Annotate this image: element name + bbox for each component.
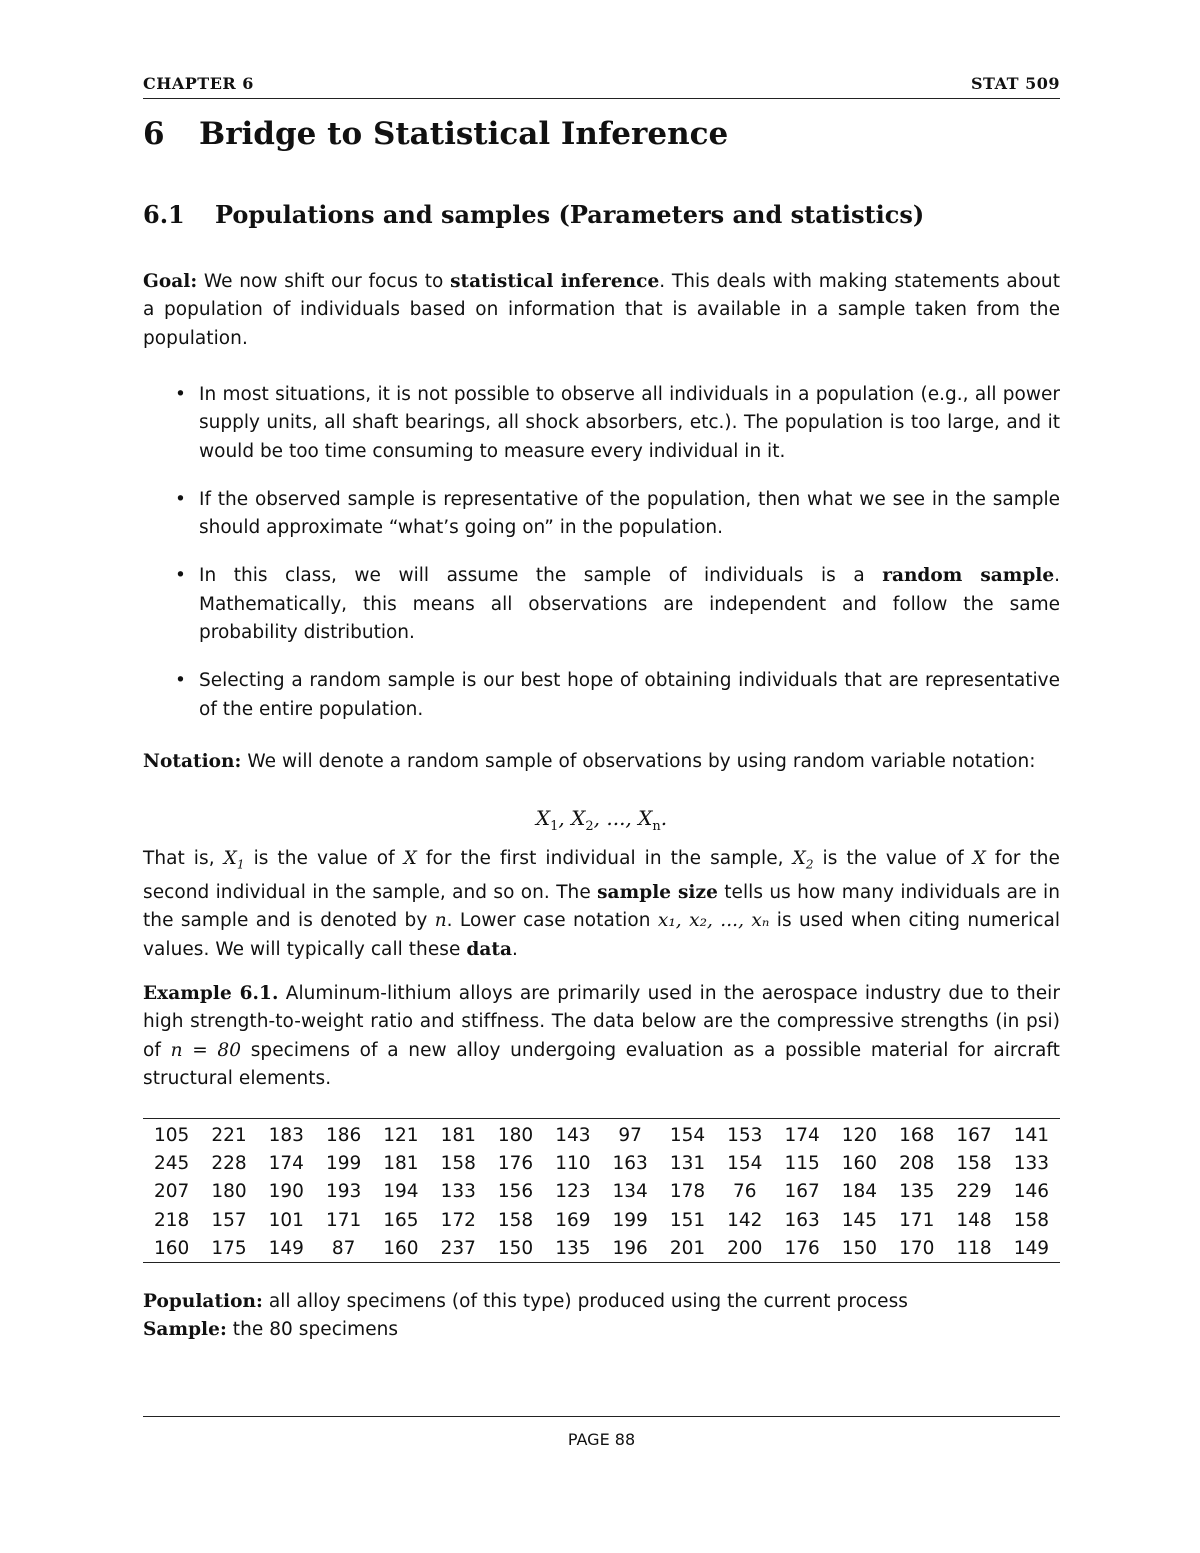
table-cell: 194 — [383, 1181, 419, 1203]
table-cell: 105 — [154, 1124, 190, 1146]
chapter-number: 6 — [143, 116, 165, 152]
section-title-text: Populations and samples (Parameters and statistics) — [215, 200, 925, 229]
table-cell: 150 — [497, 1237, 534, 1259]
sample-text: the 80 specimens — [232, 1319, 399, 1341]
bullet-text: If the observed sample is representative of the population, then what we see in the sample should approximate “what’s going on” in the population. — [199, 488, 1060, 539]
running-header — [143, 74, 1060, 99]
list-item — [143, 667, 1060, 724]
table-cell: 228 — [211, 1152, 247, 1174]
table-cell: 171 — [325, 1209, 362, 1231]
table-cell: 156 — [497, 1181, 534, 1203]
table-cell: 151 — [669, 1209, 706, 1231]
section-number: 6.1 — [143, 200, 185, 229]
goal-bold: statistical inference — [450, 271, 660, 292]
table-cell: 157 — [211, 1209, 247, 1231]
example-text-before: Aluminum-lithium alloys are primarily used in the aerospace industry due to their high strength-to-weight ratio and stiffness. The data below are the compressive strengths (in psi) of — [143, 983, 1060, 1061]
table-cell: 170 — [899, 1237, 935, 1259]
table-cell: 176 — [497, 1152, 534, 1174]
section-title — [143, 200, 924, 229]
chapter-title-text: Bridge to Statistical Inference — [199, 116, 729, 152]
table-cell: 208 — [899, 1152, 935, 1174]
table-cell: 174 — [784, 1124, 820, 1146]
table-cell: 196 — [612, 1237, 648, 1259]
table-cell: 153 — [727, 1124, 763, 1146]
table-cell: 143 — [555, 1124, 591, 1146]
notation-paragraph — [143, 748, 1060, 776]
chapter-title — [143, 116, 728, 152]
table-cell: 175 — [211, 1237, 247, 1259]
table-cell: 110 — [555, 1152, 591, 1174]
table-cell: 181 — [440, 1124, 476, 1146]
bullet-bold: random sample — [882, 565, 1055, 587]
table-cell: 142 — [727, 1209, 763, 1231]
header-course: STAT 509 — [971, 74, 1060, 93]
table-cell: 123 — [555, 1181, 591, 1203]
table-cell: 145 — [841, 1209, 878, 1231]
table-cell: 118 — [956, 1237, 992, 1259]
notation-explanation: That is, $X_1$ is the value of X for the first individual in the sample, $X_2$ is the value of X for the second individual in the sample, and so on. The sample size tells us how many individuals are in the sample and is denoted by n. Lower case notation x₁, x₂, ..., xₙ is used when citing numerical values. We will typically call these data. — [143, 848, 1061, 960]
table-cell: 171 — [899, 1209, 935, 1231]
list-item — [143, 486, 1060, 543]
table-cell: 190 — [268, 1181, 304, 1203]
table-cell: 167 — [956, 1124, 992, 1146]
sample-label: Sample: — [143, 1319, 227, 1341]
table-cell: 163 — [612, 1152, 648, 1174]
example-paragraph — [143, 980, 1060, 1093]
data-term: data — [466, 938, 512, 960]
table-cell: 97 — [618, 1124, 642, 1146]
page-number: PAGE 88 — [567, 1430, 636, 1449]
table-cell: 167 — [784, 1181, 820, 1203]
table-cell: 169 — [555, 1209, 591, 1231]
bullet-text: In most situations, it is not possible to observe all individuals in a population (e.g., all power supply units, all shaft bearings, all shock absorbers, etc.). The population is too large, and it would be too time consuming to measure every individual in it. — [199, 384, 1060, 462]
bullet-list — [143, 381, 1060, 724]
footer-rule — [143, 1416, 1060, 1417]
population-text: all alloy specimens (of this type) produced using the current process — [268, 1291, 908, 1312]
table-cell: 199 — [325, 1152, 362, 1174]
table-cell: 133 — [440, 1181, 476, 1203]
table-cell: 131 — [669, 1152, 706, 1174]
table-cell: 183 — [268, 1124, 304, 1146]
table-cell: 154 — [669, 1124, 706, 1146]
table-cell: 201 — [669, 1237, 706, 1259]
table-cell: 149 — [1013, 1237, 1049, 1259]
compressive-strength-table — [143, 1118, 1060, 1263]
table-row — [143, 1178, 1060, 1206]
table-cell: 176 — [784, 1237, 820, 1259]
sample-size-equation: n = 80 — [170, 1039, 242, 1061]
population-sample-definitions — [143, 1288, 1060, 1345]
table-row — [143, 1119, 1060, 1150]
example-label: Example 6.1. — [143, 983, 279, 1004]
table-cell: 133 — [1013, 1152, 1049, 1174]
table-cell: 160 — [841, 1152, 878, 1174]
table-cell: 149 — [268, 1237, 304, 1259]
goal-text-before: We now shift our focus to — [203, 271, 444, 292]
bullet-text-before: In this class, we will assume the sample of individuals is a — [199, 565, 865, 587]
table-cell: 76 — [733, 1181, 757, 1203]
table-cell: 237 — [440, 1237, 476, 1259]
table-cell: 141 — [1013, 1124, 1049, 1146]
bullet-text-after: . Mathematically, this means all observations are independent and follow the same probability distribution. — [199, 565, 1060, 644]
table-cell: 168 — [899, 1124, 935, 1146]
bullet-icon: • — [175, 384, 186, 405]
example-text-after: specimens of a new alloy undergoing evaluation as a possible material for aircraft structural elements. — [143, 1039, 1060, 1089]
table-cell: 184 — [841, 1181, 878, 1203]
table-cell: 150 — [841, 1237, 878, 1259]
table-cell: 207 — [154, 1181, 190, 1203]
bullet-icon: • — [175, 488, 186, 510]
list-item — [143, 381, 1060, 466]
table-cell: 158 — [1013, 1209, 1049, 1231]
goal-text-after: . This deals with making statements about a population of individuals based on information that is available in a sample taken from the population. — [143, 271, 1061, 349]
notation-label: Notation: — [143, 751, 242, 772]
table-cell: 163 — [784, 1209, 820, 1231]
table-cell: 180 — [497, 1124, 534, 1146]
table-cell: 160 — [383, 1237, 419, 1259]
table-cell: 158 — [440, 1152, 476, 1174]
table-cell: 154 — [727, 1152, 763, 1174]
table-cell: 218 — [154, 1209, 190, 1231]
bullet-text: Selecting a random sample is our best hope of obtaining individuals that are representative of the entire population. — [199, 670, 1060, 720]
goal-paragraph — [143, 268, 1060, 353]
table-cell: 121 — [383, 1124, 419, 1146]
table-cell: 160 — [154, 1237, 190, 1259]
header-chapter: CHAPTER 6 — [143, 74, 254, 93]
table-cell: 181 — [383, 1152, 419, 1174]
table-cell: 101 — [268, 1209, 304, 1231]
goal-label: Goal: — [143, 271, 198, 292]
table-cell: 172 — [440, 1209, 476, 1231]
table-cell: 199 — [612, 1209, 648, 1231]
notation-text: We will denote a random sample of observations by using random variable notation: — [247, 751, 1036, 772]
table-cell: 134 — [612, 1181, 648, 1203]
table-row — [143, 1149, 1060, 1177]
bullet-icon: • — [175, 670, 186, 692]
table-cell: 135 — [555, 1237, 591, 1259]
table-row — [143, 1234, 1060, 1263]
table-cell: 178 — [669, 1181, 706, 1203]
table-cell: 158 — [956, 1152, 992, 1174]
table-cell: 193 — [325, 1181, 362, 1203]
table-cell: 148 — [956, 1209, 992, 1231]
population-label: Population: — [143, 1291, 263, 1312]
table-row — [143, 1206, 1060, 1234]
bullet-icon: • — [175, 565, 186, 587]
table-cell: 158 — [497, 1209, 534, 1231]
table-cell: 146 — [1013, 1181, 1049, 1203]
table-cell: 120 — [841, 1124, 878, 1146]
table-cell: 115 — [784, 1152, 820, 1174]
table-cell: 186 — [325, 1124, 362, 1146]
list-item — [143, 562, 1060, 647]
table-cell: 229 — [956, 1181, 992, 1203]
table-cell: 245 — [154, 1152, 190, 1174]
table-cell: 221 — [211, 1124, 247, 1146]
table-cell: 200 — [727, 1237, 763, 1259]
table-cell: 180 — [211, 1181, 247, 1203]
sample-size-term: sample size — [597, 881, 718, 903]
table-cell: 135 — [899, 1181, 935, 1203]
table-cell: 165 — [383, 1209, 419, 1231]
table-cell: 87 — [331, 1237, 356, 1259]
table-cell: 174 — [268, 1152, 304, 1174]
sample-notation-display: $X_1$, $X_2$, ..., $X_n$. — [535, 806, 668, 834]
